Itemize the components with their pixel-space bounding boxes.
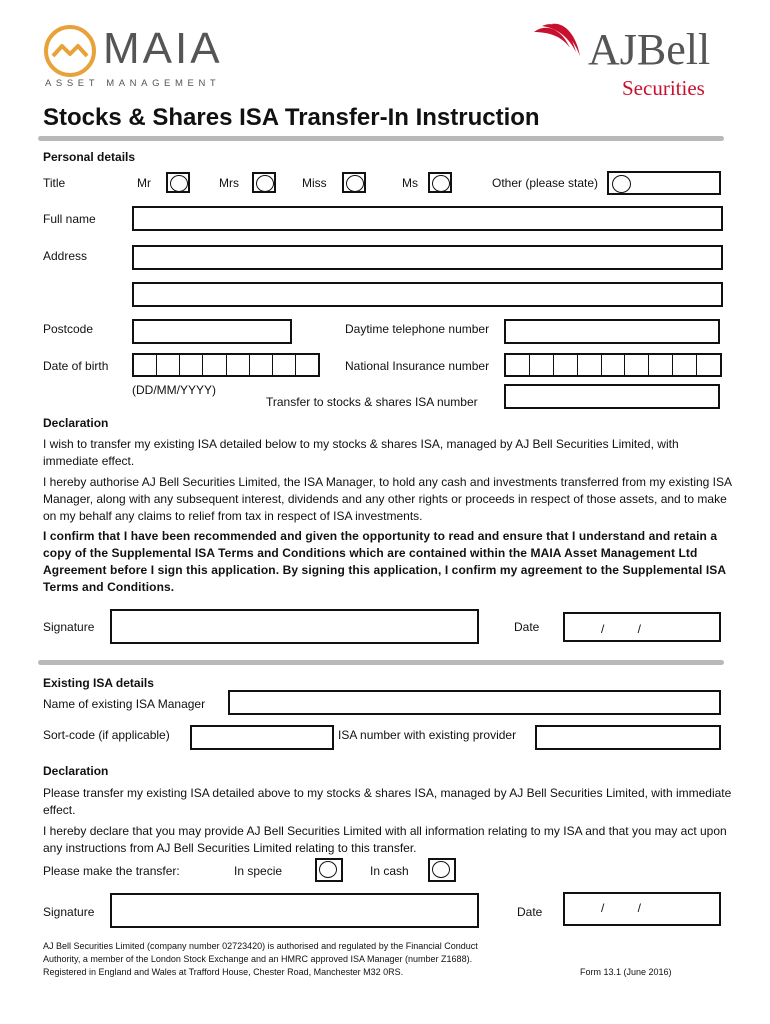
full-name-label: Full name: [43, 212, 96, 226]
in-cash-label: In cash: [370, 864, 409, 878]
page-title: Stocks & Shares ISA Transfer-In Instruction: [43, 104, 540, 131]
date2-input[interactable]: [563, 892, 721, 926]
signature2-label: Signature: [43, 905, 95, 919]
title-mr-label: Mr: [137, 176, 151, 190]
declaration-paragraph-1: I wish to transfer my existing ISA detailed below to my stocks & shares ISA, managed by AJ Bell Securities Limited, with immediate effect.: [43, 437, 679, 468]
existing-manager-label: Name of existing ISA Manager: [43, 697, 206, 711]
ni-number-input[interactable]: [504, 353, 722, 377]
address-label: Address: [43, 249, 88, 263]
dob-label: Date of birth: [43, 359, 109, 373]
title-divider: [38, 136, 724, 141]
in-specie-checkbox[interactable]: [315, 858, 343, 882]
footer-regulatory-line2: Authority, a member of the London Stock Exchange and an HMRC approved ISA Manager (number Z1688).: [43, 954, 473, 964]
title-other-label: Other (please state): [492, 176, 599, 190]
title-mrs-label: Mrs: [219, 176, 239, 190]
maia-logo-icon: [43, 24, 97, 78]
full-name-input[interactable]: [132, 206, 723, 231]
signature-input[interactable]: [110, 609, 479, 644]
title-label: Title: [43, 176, 66, 190]
daytime-phone-label: Daytime telephone number: [345, 322, 490, 336]
ajbell-logo: [530, 22, 740, 102]
declaration-paragraph-2: I hereby authorise AJ Bell Securities Limited, the ISA Manager, to hold any cash and investments transferred from my existing ISA Manager, along with any subsequent interest, dividends and any other rights or proceeds in respect of those assets, and to make on my behalf any claims to relief from tax in respect of ISA investments.: [43, 475, 732, 523]
title-mr-checkbox[interactable]: [166, 172, 190, 193]
dob-format-hint: (DD/MM/YYYY): [132, 383, 216, 397]
ajbell-swoosh-icon: [530, 22, 586, 70]
maia-wordmark: MAIA: [103, 24, 223, 73]
dob-input[interactable]: [132, 353, 320, 377]
maia-logo: [43, 22, 233, 92]
sort-code-input[interactable]: [190, 725, 334, 750]
address-line1-input[interactable]: [132, 245, 723, 270]
date-separators: / /: [601, 622, 642, 636]
declaration2-heading: Declaration: [43, 764, 109, 778]
ajbell-subtitle: Securities: [622, 76, 705, 100]
existing-isa-heading: Existing ISA details: [43, 676, 154, 690]
declaration2-paragraph-2: I hereby declare that you may provide AJ Bell Securities Limited with all information relating to my ISA and that you may act upon any instructions from AJ Bell Securities Limited relating to this transfer.: [43, 824, 727, 855]
date2-label: Date: [517, 905, 543, 919]
title-miss-label: Miss: [302, 176, 327, 190]
declaration-paragraph-3: I confirm that I have been recommended and given the opportunity to read and ensure that I understand and retain a copy of the Supplemental ISA Terms and Conditions which are contained within the MAIA Asset Management Ltd Agreement before I sign this application. By signing this application, I confirm my agreement to the Supplemental ISA Terms and Conditions.: [43, 529, 726, 594]
existing-isa-number-label: ISA number with existing provider: [338, 728, 517, 742]
date2-separators: / /: [601, 901, 642, 915]
title-ms-checkbox[interactable]: [428, 172, 452, 193]
declaration-heading: Declaration: [43, 416, 109, 430]
make-transfer-label: Please make the transfer:: [43, 864, 180, 878]
in-specie-label: In specie: [234, 864, 283, 878]
date-input[interactable]: [563, 612, 721, 642]
personal-details-heading: Personal details: [43, 150, 136, 164]
maia-subtitle: ASSET MANAGEMENT: [45, 78, 221, 89]
signature-label: Signature: [43, 620, 95, 634]
signature2-input[interactable]: [110, 893, 479, 928]
postcode-input[interactable]: [132, 319, 292, 344]
footer-regulatory-line1: AJ Bell Securities Limited (company number 02723420) is authorised and regulated by the Financial Conduct: [43, 941, 478, 951]
ajbell-wordmark: AJBell: [588, 25, 711, 74]
title-other-checkbox[interactable]: [612, 175, 631, 193]
transfer-isa-number-input[interactable]: [504, 384, 720, 409]
existing-manager-input[interactable]: [228, 690, 721, 715]
title-ms-label: Ms: [402, 176, 418, 190]
in-cash-checkbox[interactable]: [428, 858, 456, 882]
daytime-phone-input[interactable]: [504, 319, 720, 344]
title-miss-checkbox[interactable]: [342, 172, 366, 193]
title-other-input[interactable]: [607, 171, 721, 195]
transfer-isa-number-label: Transfer to stocks & shares ISA number: [266, 395, 478, 409]
sort-code-label: Sort-code (if applicable): [43, 728, 170, 742]
ni-number-label: National Insurance number: [345, 359, 490, 373]
existing-isa-number-input[interactable]: [535, 725, 721, 750]
section-divider: [38, 660, 724, 665]
footer-regulatory-line3: Registered in England and Wales at Trafford House, Chester Road, Manchester M32 0RS.: [43, 967, 404, 977]
date-label: Date: [514, 620, 540, 634]
address-line2-input[interactable]: [132, 282, 723, 307]
declaration2-paragraph-1: Please transfer my existing ISA detailed above to my stocks & shares ISA, managed by AJ Bell Securities Limited, with immediate effect.: [43, 786, 732, 817]
postcode-label: Postcode: [43, 322, 94, 336]
title-mrs-checkbox[interactable]: [252, 172, 276, 193]
form-id: Form 13.1 (June 2016): [580, 967, 672, 977]
